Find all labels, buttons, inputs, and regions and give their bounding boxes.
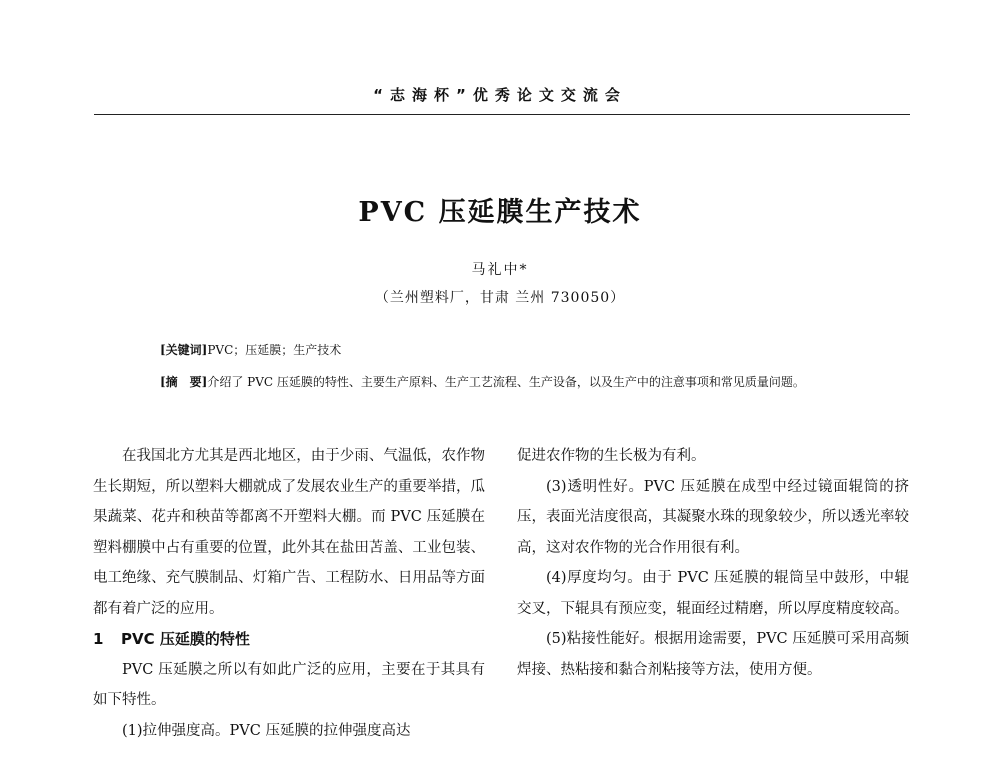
- item1-continuation: 促进农作物的生长极为有利。: [517, 448, 706, 464]
- item5-paragraph: (5)粘接性能好。根据用途需要，PVC 压延膜可采用高频焊接、热粘接和黏合剂粘接等方法，使用方便。: [517, 631, 909, 678]
- keywords-label: [关键词]: [160, 343, 208, 357]
- article-affiliation: （兰州塑料厂，甘肃 兰州 730050）: [374, 290, 626, 306]
- section-title: PVC 压延膜的特性: [121, 630, 250, 648]
- header-rule: [94, 114, 910, 115]
- article-title: PVC 压延膜生产技术: [358, 197, 642, 228]
- body-column-right: [517, 441, 909, 685]
- keywords-text: PVC；压延膜；生产技术: [207, 343, 342, 357]
- body-column-left: [93, 441, 485, 746]
- article-author: 马礼中*: [471, 262, 529, 278]
- section-heading-1: [93, 624, 485, 655]
- abstract-text: 介绍了 PVC 压延膜的特性、主要生产原料、生产工艺流程、生产设备，以及生产中的注意事项和常见质量问题。: [207, 375, 805, 389]
- item4-paragraph: (4)厚度均匀。由于 PVC 压延膜的辊筒呈中鼓形，中辊交叉，下辊具有预应变，辊面经过精磨，所以厚度精度较高。: [517, 570, 909, 617]
- abstract-label: [摘 要]: [160, 375, 208, 389]
- item1-paragraph: (1)拉伸强度高。PVC 压延膜的拉伸强度高达: [122, 722, 411, 739]
- item3-paragraph: (3)透明性好。PVC 压延膜在成型中经过镜面辊筒的挤压，表面光洁度很高，其凝聚水珠的现象较少，所以透光率较高，这对农作物的光合作用很有利。: [517, 478, 909, 556]
- section-number: 1: [93, 630, 104, 648]
- keywords-line: [160, 341, 900, 358]
- section1-intro-paragraph: PVC 压延膜之所以有如此广泛的应用，主要在于其具有如下特性。: [93, 661, 485, 708]
- intro-paragraph: 在我国北方尤其是西北地区，由于少雨、气温低，农作物生长期短，所以塑料大棚就成了发展农业生产的重要举措，瓜果蔬菜、花卉和秧苗等都离不开塑料大棚。而 PVC 压延膜在塑料棚膜中占有重要的位置，此外其在盐田苫盖、工业包装、电工绝缘、充气膜制品、灯箱广告、工程防水、日用品等方面都有着广泛的应用。: [93, 448, 485, 617]
- running-header: “志海杯”优秀论文交流会: [373, 86, 627, 104]
- abstract-block: [120, 369, 890, 396]
